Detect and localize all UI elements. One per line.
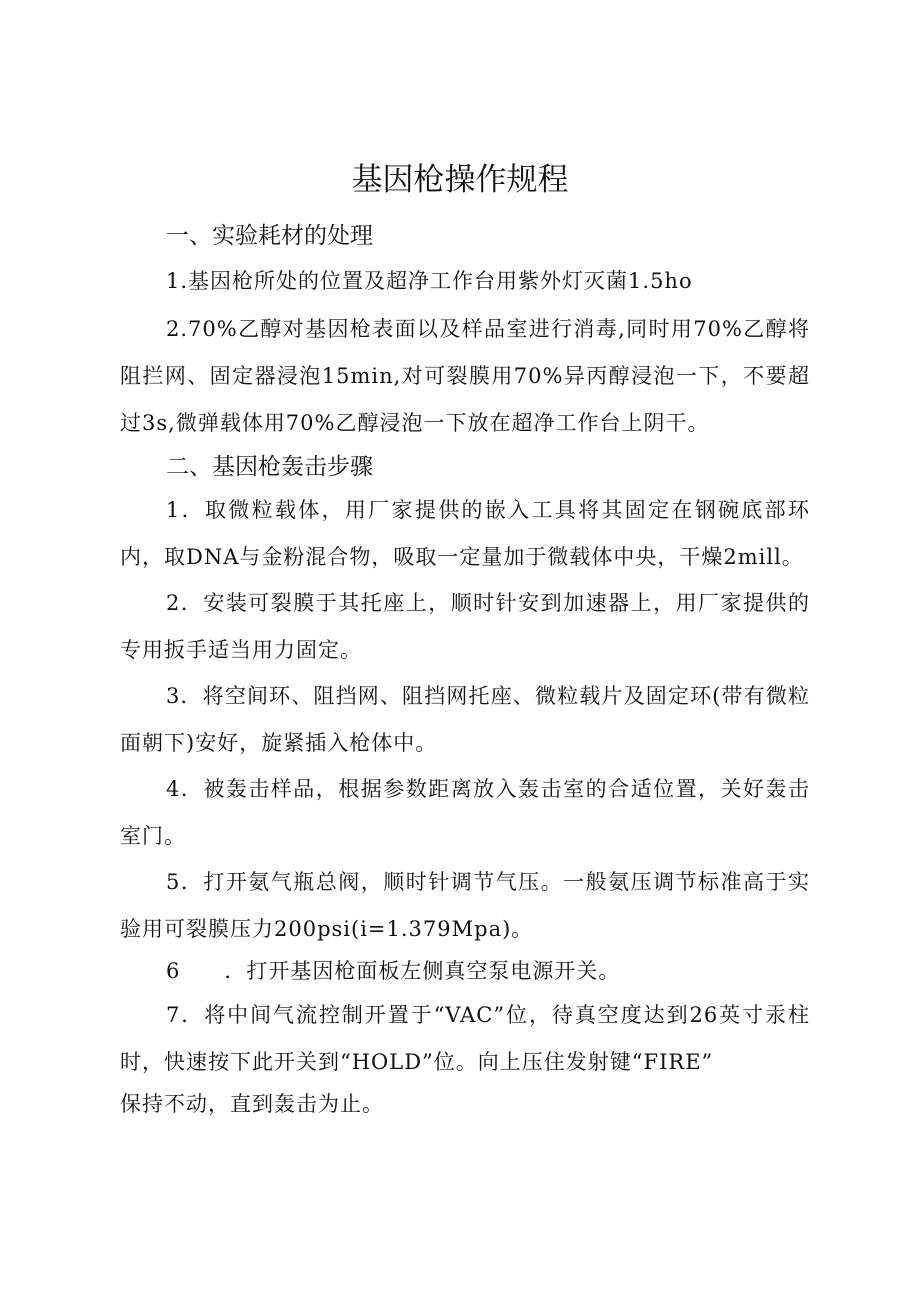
paragraph-step-1: 1．取微粒载体，用厂家提供的嵌入工具将其固定在钢碗底部环内，取DNA与金粉混合物，吸取一定量加于微载体中央，干燥2mill。 [120,498,810,569]
paragraph-step-5: 5．打开氨气瓶总阀，顺时针调节气压。一般氨压调节标准高于实验用可裂膜压力200psi(i=1.379Mpa)。 [120,870,810,941]
paragraph-step-4: 4．被轰击样品，根据参数距离放入轰击室的合适位置，关好轰击室门。 [120,777,810,848]
paragraph-step-2: 2．安装可裂膜于其托座上，顺时针安到加速器上，用厂家提供的专用扳手适当用力固定。 [120,591,810,662]
section-heading-steps: 二、基因枪轰击步骤 [166,454,373,480]
paragraph-materials-2: 2.70%乙醇对基因枪表面以及样品室进行消毒,同时用70%乙醇将阻拦网、固定器浸泡15min,对可裂膜用70%异丙醇浸泡一下，不要超过3s,微弹载体用70%乙醇浸泡一下放在超净工作台上阴干。 [120,317,810,435]
paragraph-step-7-continued: 保持不动，直到轰击为止。 [120,1092,384,1116]
paragraph-step-3: 3．将空间环、阻挡网、阻挡网托座、微粒载片及固定环(带有微粒面朝下)安好，旋紧插入枪体中。 [120,684,810,755]
paragraph-step-7: 7．将中间气流控制开置于“VAC”位，待真空度达到26英寸汞柱时，快速按下此开关到“HOLD”位。向上压住发射键“FIRE” [120,1003,810,1074]
section-heading-materials: 一、实验耗材的处理 [166,223,373,249]
paragraph-materials-1: 1.基因枪所处的位置及超净工作台用紫外灯灭菌1.5ho [166,269,693,293]
document-title: 基因枪操作规程 [351,162,569,198]
paragraph-step-6: 6 ．打开基因枪面板左侧真空泵电源开关。 [166,959,621,983]
